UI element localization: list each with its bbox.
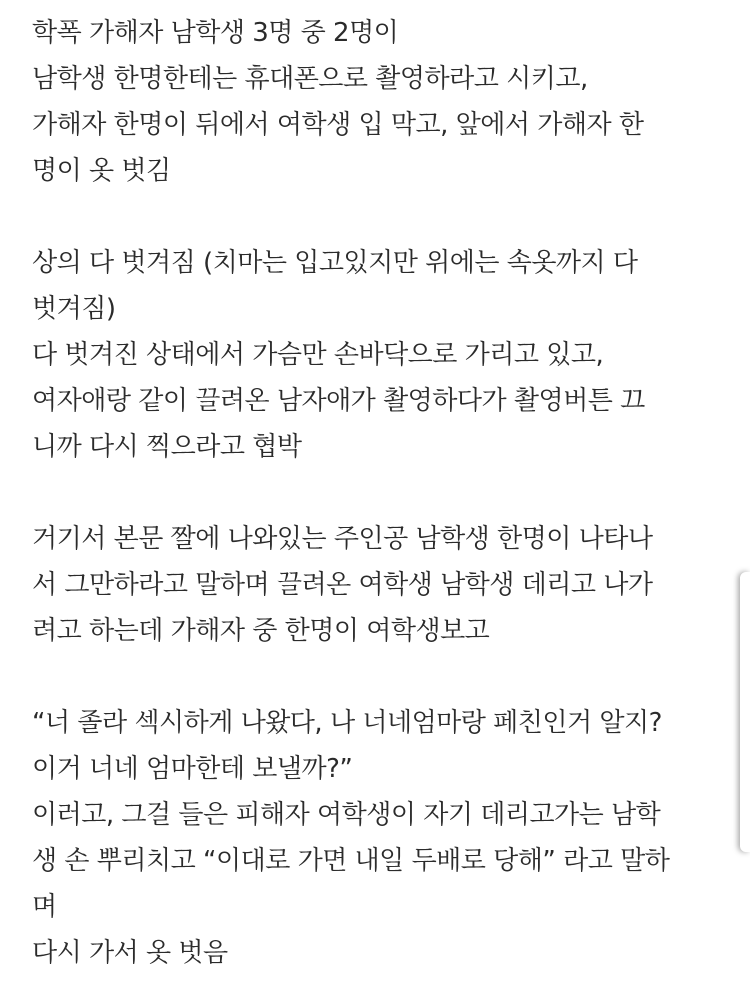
paragraph-4 <box>32 700 722 976</box>
paragraph-spacer <box>32 470 722 516</box>
text-line: 여자애랑 같이 끌려온 남자애가 촬영하다가 촬영버튼 끄 <box>32 386 645 416</box>
text-line: 이러고, 그걸 들은 피해자 여학생이 자기 데리고가는 남학 <box>32 800 661 830</box>
text-line: 거기서 본문 짤에 나와있는 주인공 남학생 한명이 나타나 <box>32 524 653 554</box>
paragraph-spacer <box>32 654 722 700</box>
text-line: 가해자 한명이 뒤에서 여학생 입 막고, 앞에서 가해자 한 <box>32 110 644 140</box>
scrollbar[interactable] <box>736 572 750 852</box>
text-line: 상의 다 벗겨짐 (치마는 입고있지만 위에는 속옷까지 다 <box>32 248 638 278</box>
paragraph-1 <box>32 10 722 194</box>
text-line: 다시 가서 옷 벗음 <box>32 938 228 968</box>
text-line: 명이 옷 벗김 <box>32 156 171 186</box>
text-line: 니까 다시 찍으라고 협박 <box>32 432 302 462</box>
document-body <box>32 10 722 976</box>
paragraph-spacer <box>32 194 722 240</box>
text-line: 학폭 가해자 남학생 3명 중 2명이 <box>32 18 399 48</box>
text-line: 려고 하는데 가해자 중 한명이 여학생보고 <box>32 616 490 646</box>
text-line: 이거 너네 엄마한테 보낼까?” <box>32 754 353 784</box>
text-line: 벗겨짐) <box>32 294 116 324</box>
text-line: 남학생 한명한테는 휴대폰으로 촬영하라고 시키고, <box>32 64 588 94</box>
text-line: 생 손 뿌리치고 “이대로 가면 내일 두배로 당해” 라고 말하 <box>32 846 670 876</box>
text-line: “너 졸라 섹시하게 나왔다, 나 너네엄마랑 페친인거 알지? <box>32 708 662 738</box>
text-line: 서 그만하라고 말하며 끌려온 여학생 남학생 데리고 나가 <box>32 570 653 600</box>
text-line: 며 <box>32 892 57 922</box>
text-line: 다 벗겨진 상태에서 가슴만 손바닥으로 가리고 있고, <box>32 340 604 370</box>
paragraph-3 <box>32 516 722 654</box>
scrollbar-thumb[interactable] <box>740 572 750 852</box>
paragraph-2 <box>32 240 722 470</box>
